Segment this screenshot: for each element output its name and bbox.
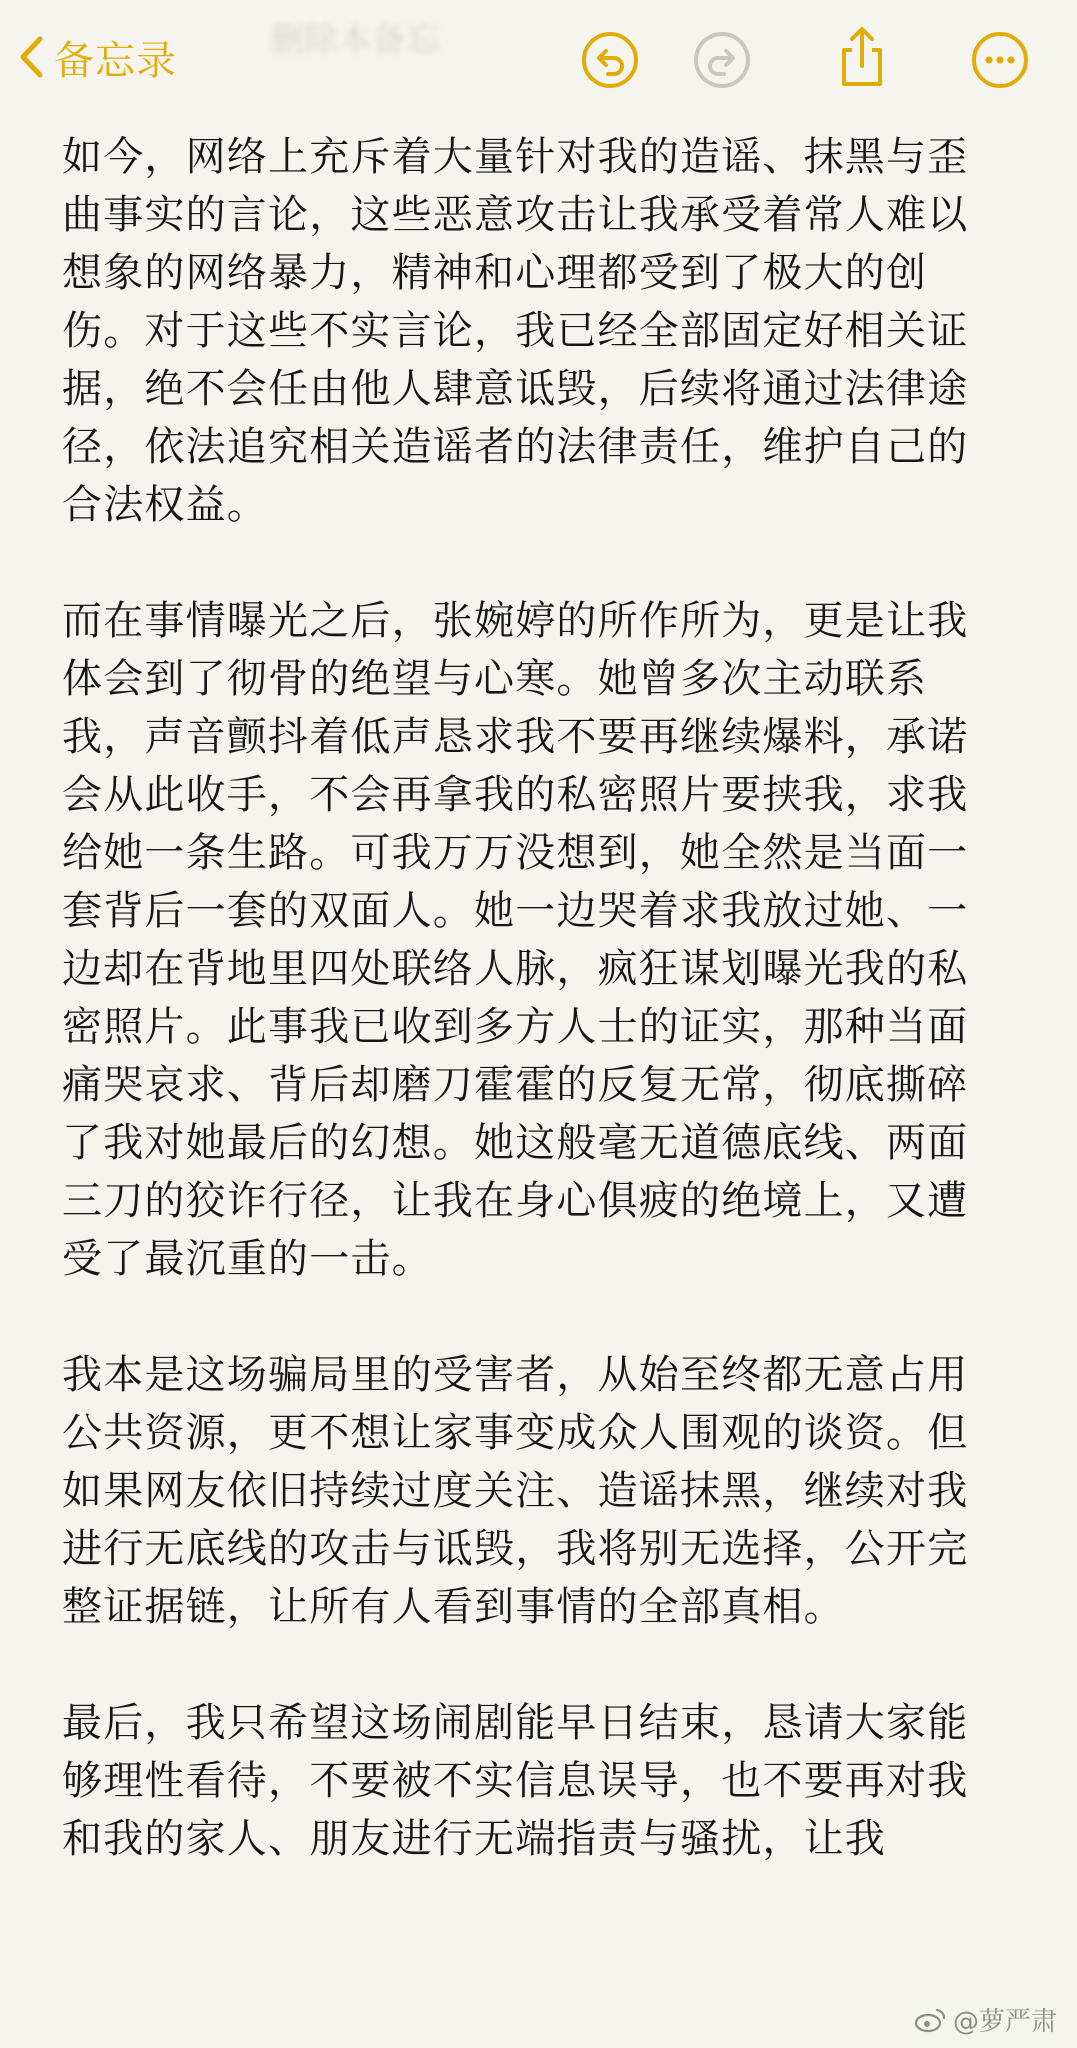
paragraph-gap [62, 1288, 992, 1346]
undo-button[interactable] [580, 30, 640, 90]
note-body[interactable] [62, 128, 992, 1868]
note-toolbar [0, 0, 1077, 120]
note-paragraph: 最后，我只希望这场闹剧能早日结束，恳请大家能够理性看待，不要被不实信息误导，也不要再对我和我的家人、朋友进行无端指责与骚扰，让我 [62, 1700, 969, 1862]
watermark [907, 1999, 1063, 2040]
note-paragraph: 我本是这场骗局里的受害者，从始至终都无意占用公共资源，更不想让家事变成众人围观的谈资。但如果网友依旧持续过度关注、造谣抹黑，继续对我进行无底线的攻击与诋毁，我将别无选择，公开完整证据链，让所有人看到事情的全部真相。 [62, 1352, 969, 1630]
watermark-text: @萝严肃 [952, 2007, 1057, 2037]
chevron-left-icon [18, 35, 44, 79]
share-button[interactable] [832, 24, 892, 90]
paragraph-gap [62, 1636, 992, 1694]
ghost-title: 删除本备忘 [270, 20, 440, 60]
redo-icon [692, 30, 752, 90]
note-paragraph: 而在事情曝光之后，张婉婷的所作所为，更是让我体会到了彻骨的绝望与心寒。她曾多次主动联系我，声音颤抖着低声恳求我不要再继续爆料，承诺会从此收手，不会再拿我的私密照片要挟我，求我给她一条生路。可我万万没想到，她全然是当面一套背后一套的双面人。她一边哭着求我放过她、一边却在背地里四处联络人脉，疯狂谋划曝光我的私密照片。此事我已收到多方人士的证实，那种当面痛哭哀求、背后却磨刀霍霍的反复无常，彻底撕碎了我对她最后的幻想。她这般毫无道德底线、两面三刀的狡诈行径，让我在身心俱疲的绝境上，又遭受了最沉重的一击。 [62, 598, 969, 1282]
undo-icon [580, 30, 640, 90]
paragraph-gap [62, 534, 992, 592]
more-icon [970, 30, 1030, 90]
back-button[interactable] [18, 22, 177, 92]
more-button[interactable] [970, 30, 1030, 90]
back-label: 备忘录 [54, 37, 177, 84]
note-paragraph: 如今，网络上充斥着大量针对我的造谣、抹黑与歪曲事实的言论，这些恶意攻击让我承受着常人难以想象的网络暴力，精神和心理都受到了极大的创伤。对于这些不实言论，我已经全部固定好相关证据，绝不会任由他人肆意诋毁，后续将通过法律途径，依法追究相关造谣者的法律责任，维护自己的合法权益。 [62, 134, 969, 528]
share-icon [832, 24, 892, 90]
weibo-icon [913, 2006, 947, 2034]
redo-button[interactable] [692, 30, 752, 90]
